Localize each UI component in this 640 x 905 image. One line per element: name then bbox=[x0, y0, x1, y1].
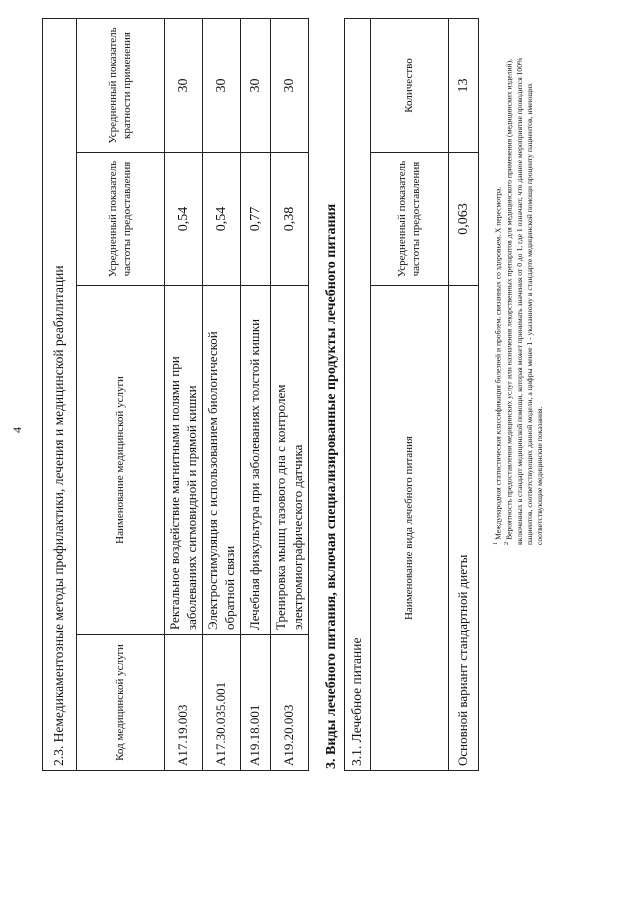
section-3-title: 3. Виды лечебного питания, включая специализированные продукты лечебного питания bbox=[324, 203, 339, 769]
footnote-1-mark: 1 bbox=[492, 541, 499, 545]
table-row bbox=[271, 19, 309, 771]
row-name: Лечебная физкультура при заболеваниях толстой кишки bbox=[241, 286, 271, 635]
page-number: 4 bbox=[10, 427, 24, 433]
section-2-3-table bbox=[42, 18, 309, 771]
row-mult: 30 bbox=[165, 19, 203, 153]
section-3-1-header-row bbox=[371, 18, 449, 770]
header-code: Код медицинской услуги bbox=[77, 635, 165, 771]
footnote-2-text: Вероятность предоставления медицинских услуг или назначения лекарственных препаратов для медицинского применения (медицинских изделий), включенных в стандарт медицинской помощи, которая может принимать значения от 0 до 1, где 1 означает, что данное мероприятие проводится 100% пациентов, соответствующих данной модели, а цифры менее 1 - указанному в стандарте медицинской помощи проценту пациентов, имеющих соответствующие медицинские показания. bbox=[504, 57, 544, 545]
section-2-3-title-row bbox=[43, 19, 77, 771]
header-diet-name: Наименование вида лечебного питания bbox=[371, 286, 449, 771]
row-code: A17.19.003 bbox=[165, 635, 203, 771]
row-freq: 0,77 bbox=[241, 153, 271, 286]
footnote-1 bbox=[492, 25, 503, 545]
row-mult: 30 bbox=[271, 19, 309, 153]
header-diet-qty: Количество bbox=[371, 18, 449, 152]
row-name: Ректальное воздействие магнитными полями при заболеваниях сигмовидной и прямой кишки bbox=[165, 286, 203, 635]
header-freq: Усредненный показатель частоты предоставления bbox=[77, 153, 165, 286]
section-3-1-title-row bbox=[345, 18, 371, 770]
header-mult: Усредненный показатель кратности применения bbox=[77, 19, 165, 153]
table-row bbox=[165, 19, 203, 771]
section-3-1-table bbox=[344, 18, 479, 771]
row-mult: 30 bbox=[241, 19, 271, 153]
row-mult: 30 bbox=[203, 19, 241, 153]
section-3-1-title: 3.1. Лечебное питание bbox=[345, 18, 371, 770]
footnote-1-text: Международная статистическая классификация болезней и проблем, связанных со здоровьем, X пересмотра. bbox=[493, 186, 503, 540]
table-row bbox=[241, 19, 271, 771]
header-name: Наименование медицинской услуги bbox=[77, 286, 165, 635]
row-name: Электростимуляция с использованием биологической обратной связи bbox=[203, 286, 241, 635]
diet-row-freq: 0,063 bbox=[449, 153, 479, 286]
footnotes bbox=[492, 25, 544, 545]
section-2-3-title: 2.3. Немедикаментозные методы профилактики, лечения и медицинской реабилитации bbox=[43, 19, 77, 771]
header-diet-freq: Усредненный показатель частоты предоставления bbox=[371, 153, 449, 286]
row-code: A19.20.003 bbox=[271, 635, 309, 771]
row-freq: 0,54 bbox=[203, 153, 241, 286]
footnote-2 bbox=[503, 25, 544, 545]
row-name: Тренировка мышц тазового дна с контролем электромиографического датчика bbox=[271, 286, 309, 635]
row-code: A17.30.035.001 bbox=[203, 635, 241, 771]
diet-row-name: Основной вариант стандартной диеты bbox=[449, 286, 479, 771]
row-freq: 0,38 bbox=[271, 153, 309, 286]
diet-row-qty: 13 bbox=[449, 18, 479, 152]
table-row bbox=[449, 18, 479, 770]
row-freq: 0,54 bbox=[165, 153, 203, 286]
table-row bbox=[203, 19, 241, 771]
section-2-3-header-row bbox=[77, 19, 165, 771]
footnote-2-mark: 2 bbox=[503, 541, 511, 545]
row-code: A19.18.001 bbox=[241, 635, 271, 771]
